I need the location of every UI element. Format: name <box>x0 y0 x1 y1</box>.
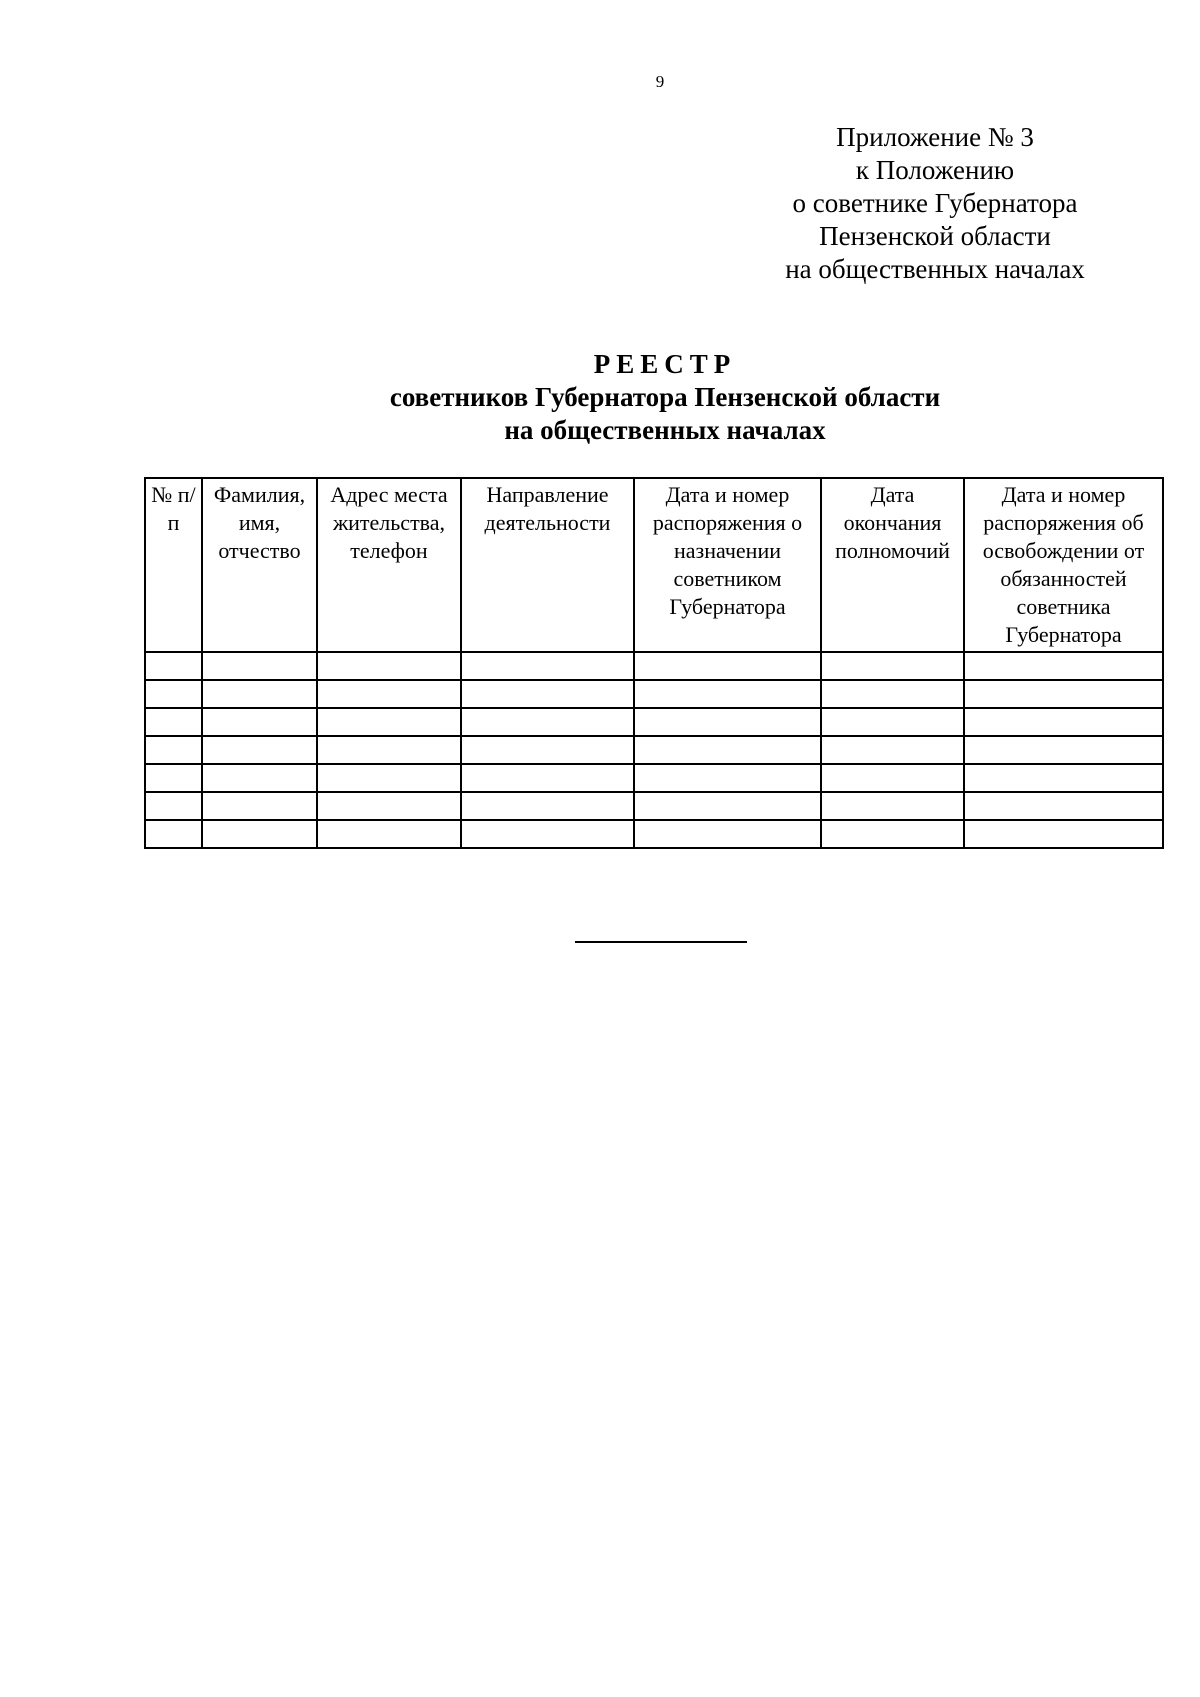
table-cell <box>821 708 964 736</box>
appendix-line: Приложение № 3 <box>836 122 1034 152</box>
table-cell <box>821 652 964 680</box>
table-cell <box>964 680 1163 708</box>
appendix-line: на общественных началах <box>785 254 1085 284</box>
table-body <box>145 652 1163 848</box>
title-subline: советников Губернатора Пензенской области <box>389 382 941 412</box>
column-header-term-end: Дата окончания полномочий <box>821 478 964 652</box>
table-cell <box>202 708 317 736</box>
table-cell <box>202 764 317 792</box>
table-cell <box>964 708 1163 736</box>
column-header-full-name: Фамилия, имя, отчество <box>202 478 317 652</box>
table-cell <box>145 708 202 736</box>
table-cell <box>317 764 461 792</box>
table-cell <box>145 792 202 820</box>
title-main: РЕЕСТР <box>593 349 737 379</box>
registry-table <box>144 477 1164 849</box>
table-cell <box>145 736 202 764</box>
table-row <box>145 736 1163 764</box>
page-number: 9 <box>655 72 665 91</box>
table-cell <box>634 820 821 848</box>
appendix-line: Пензенской области <box>819 221 1051 251</box>
table-cell <box>821 764 964 792</box>
table-cell <box>964 792 1163 820</box>
appendix-reference <box>760 121 1110 286</box>
table-cell <box>145 820 202 848</box>
title-subline: на общественных началах <box>504 415 826 445</box>
column-header-number: № п/п <box>145 478 202 652</box>
table-header-row <box>145 478 1163 652</box>
table-cell <box>317 820 461 848</box>
column-header-release-order: Дата и номер распоряжения об освобождении от обязанностей советника Губернатора <box>964 478 1163 652</box>
table-cell <box>821 680 964 708</box>
table-cell <box>461 680 634 708</box>
table-cell <box>461 736 634 764</box>
table-row <box>145 792 1163 820</box>
table-cell <box>317 680 461 708</box>
table-cell <box>634 708 821 736</box>
table-cell <box>964 736 1163 764</box>
table-cell <box>202 652 317 680</box>
end-of-document-rule <box>575 941 747 943</box>
table-cell <box>317 736 461 764</box>
column-header-appointment-order: Дата и номер распоряжения о назначении советником Губернатора <box>634 478 821 652</box>
table-cell <box>634 792 821 820</box>
table-cell <box>821 736 964 764</box>
table-cell <box>461 764 634 792</box>
table-cell <box>202 820 317 848</box>
table-cell <box>317 708 461 736</box>
table-cell <box>634 736 821 764</box>
table-cell <box>202 736 317 764</box>
table-cell <box>461 820 634 848</box>
table-cell <box>821 820 964 848</box>
table-row <box>145 820 1163 848</box>
table-cell <box>202 792 317 820</box>
appendix-line: о советнике Губернатора <box>792 188 1078 218</box>
table-cell <box>145 652 202 680</box>
table-cell <box>317 652 461 680</box>
table-cell <box>964 820 1163 848</box>
table-row <box>145 708 1163 736</box>
table-row <box>145 652 1163 680</box>
table-cell <box>317 792 461 820</box>
table-cell <box>145 764 202 792</box>
table-cell <box>461 792 634 820</box>
table-cell <box>461 708 634 736</box>
table-row <box>145 680 1163 708</box>
table-cell <box>461 652 634 680</box>
table-cell <box>634 652 821 680</box>
table-cell <box>821 792 964 820</box>
table-cell <box>634 764 821 792</box>
table-cell <box>964 652 1163 680</box>
column-header-address: Адрес места жительства, телефон <box>317 478 461 652</box>
column-header-activity: Направление деятельности <box>461 478 634 652</box>
table-cell <box>634 680 821 708</box>
table-cell <box>145 680 202 708</box>
appendix-line: к Положению <box>855 155 1015 185</box>
table-row <box>145 764 1163 792</box>
table-cell <box>964 764 1163 792</box>
table-cell <box>202 680 317 708</box>
document-title <box>260 348 1070 447</box>
